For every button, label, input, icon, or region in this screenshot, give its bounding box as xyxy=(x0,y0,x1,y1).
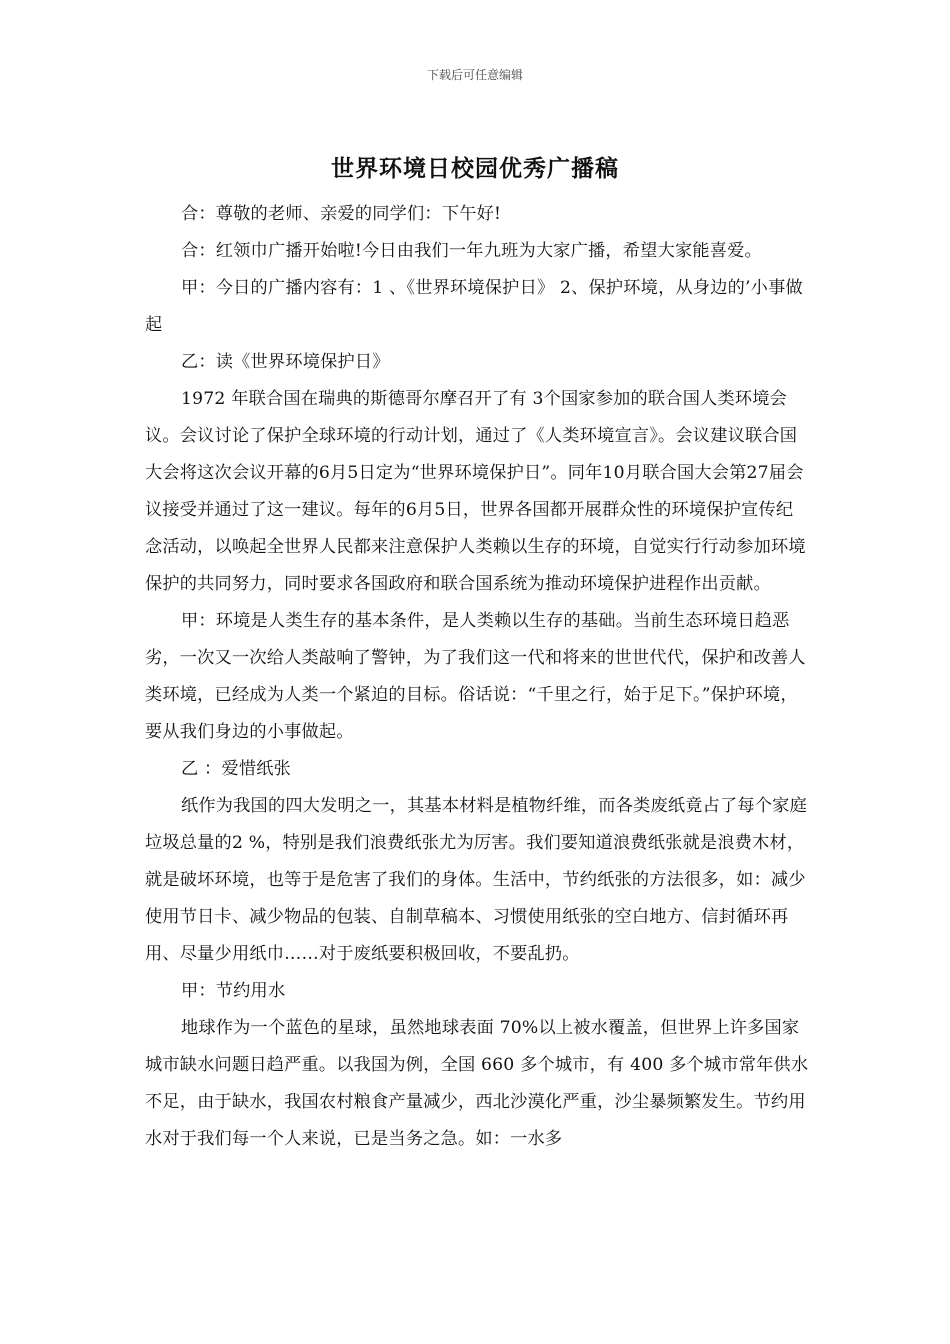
document-body xyxy=(145,196,810,1158)
paragraph-save-paper: 纸作为我国的四大发明之一，其基本材料是植物纤维，而各类废纸竟占了每个家庭垃圾总量的2 %，特别是我们浪费纸张尤为厉害。我们要知道浪费纸张就是浪费木材，就是破坏环境，也等于是危害了我们的身体。生活中，节约纸张的方法很多，如：减少使用节日卡、减少物品的包装、自制草稿本、习惯使用纸张的空白地方、信封循环再用、尽量少用纸巾……对于废纸要积极回收，不要乱扔。 xyxy=(145,796,807,964)
paragraph-save-water: 地球作为一个蓝色的星球，虽然地球表面 70%以上被水覆盖，但世界上许多国家城市缺水问题日趋严重。以我国为例，全国 660 多个城市，有 400 多个城市常年供水不足，由于缺水，我国农村粮食产量减少，西北沙漠化严重，沙尘暴频繁发生。节约用水对于我们每一个人来说，已是当务之急。如：一水多 xyxy=(145,1018,809,1149)
paragraph-intro: 合：红领巾广播开始啦!今日由我们一年九班为大家广播，希望大家能喜爱。 xyxy=(181,241,762,261)
paragraph-environment-day-history: 1972 年联合国在瑞典的斯德哥尔摩召开了有 3个国家参加的联合国人类环境会议。会议讨论了保护全球环境的行动计划，通过了《人类环境宣言》。会议建议联合国大会将这次会议开幕的6月5日定为“世界环境保护日”。同年10月联合国大会第27届会议接受并通过了这一建议。每年的6月5日，世界各国都开展群众性的环境保护宣传纪念活动，以唤起全世界人民都来注意保护人类赖以生存的环境，自觉实行行动参加环境保护的共同努力，同时要求各国政府和联合国系统为推动环境保护进程作出贡献。 xyxy=(145,389,806,594)
document-title: 世界环境日校园优秀广播稿 xyxy=(331,156,619,182)
paragraph-heading-save-paper: 乙 ：爱惜纸张 xyxy=(181,759,291,779)
paragraph-greeting: 合：尊敬的老师、亲爱的同学们：下午好! xyxy=(181,204,502,224)
header-note: 下载后可任意编辑 xyxy=(426,68,523,82)
paragraph-heading-environment-day: 乙：读《世界环境保护日》 xyxy=(181,352,390,372)
paragraph-heading-save-water: 甲：节约用水 xyxy=(181,981,286,1001)
paragraph-agenda: 甲：今日的广播内容有：1 、《世界环境保护日》 2、保护环境，从身边的’小事做起 xyxy=(145,278,803,335)
paragraph-environment-importance: 甲：环境是人类生存的基本条件，是人类赖以生存的基础。当前生态环境日趋恶劣，一次又一次给人类敲响了警钟，为了我们这一代和将来的世世代代，保护和改善人类环境，已经成为人类一个紧迫的目标。俗话说：“千里之行，始于足下。”保护环境，要从我们身边的小事做起。 xyxy=(145,611,806,742)
